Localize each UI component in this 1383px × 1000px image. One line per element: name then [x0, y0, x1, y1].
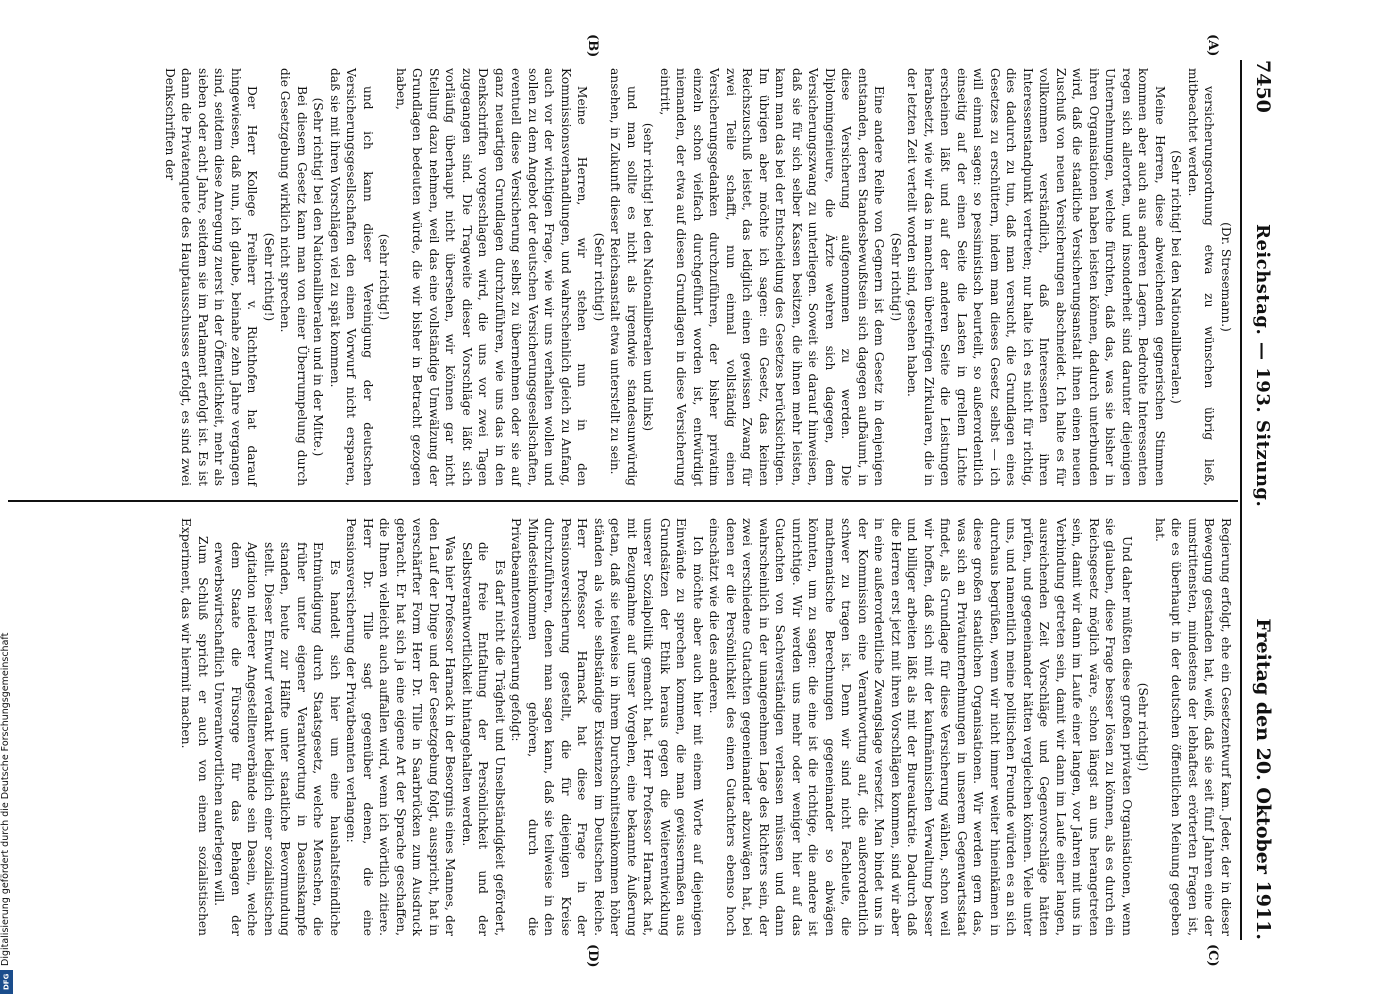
- margin-marker-b: (B): [585, 34, 600, 58]
- paragraph: versicherungsordnung etwa zu wünschen übrig ließ, mitbeachtet werden.: [1186, 68, 1217, 486]
- paragraph: Meine Herren, wir stehen nun in den Kommissionsverhandlungen, und wahrscheinlich gleich zu Anfang, auch vor der wichtigen Frage, wie wir uns verhalten wollen und sollen zu dem Angebot der deutschen Versicherungsgesellschaften, eventuell diese Versicherung selbst zu übernehmen oder sie auf ganz neuartigen Grundlagen durchzuführen, wie uns das in den Denkschriften vorgeschlagen wird, die uns vor zwei Tagen zugegangen sind. Die Tragweite dieser Vorschläge läßt sich vorläufig überhaupt nicht übersehen, wir können gar nicht Stellung dazu nehmen, weil das eine vollständige Umwälzung der Grundlagen bedeuten würde, die wir bisher in Betracht gezogen haben,: [394, 68, 590, 486]
- interjection: (Sehr richtig! bei den Nationalliberalen und in der Mitte.): [311, 97, 326, 457]
- page-body: [0, 34, 1300, 968]
- quotation: Es darf nicht die Trägheit und Unselbständigkeit gefördert, die freie Entfaltung der Persönlichkeit und der Selbstverantwortlichkeit hintangehalten werden.: [460, 542, 507, 936]
- quotation: Es handelt sich hier um eine haushaltsfeindliche Entmündigung durch Staatsgesetz, welche Menschen, die früher unter eigener Verantwortung in Daseinskampfe standen, heute zur Hälfte unter staatliche Bevormundung stellt. Dieser Entwurf verdankt lediglich einer sozialistischen Agitation niederer Angestelltenverbände sein Dasein, welche dem Staate die Fürsorge für das Behagen der erwerbswirtschaftlich Unverantwortlichen auferlegen will.: [212, 542, 342, 936]
- column-divider: [8, 500, 1238, 502]
- credit-text: Digitalisierung gefördert durch die Deutsche Forschungsgemeinschaft: [0, 632, 11, 966]
- paragraph: Eine andere Reihe von Gegnern ist dem Gesetz in denjenigen entstanden, deren Standesbewußtsein sich dagegen aufbäumt, in diese Versicherung aufgenommen zu werden. Die Diplomingenieure, die Ärzte wehren sich dagegen, dem Versicherungszwang zu unterliegen. Soweit sie darauf hinweisen, daß sie für sich selber Kassen besitzen, die ihnen mehr leisten, kann man das bei der Entscheidung des Gesetzes berücksichtigen. Im übrigen aber möchte ich sagen: ein Gesetz, das keinen Reichszuschuß leistet, das lediglich einen gewissen Zwang für zwei Teile schafft, nun einmal vollständig einen Versicherungsgedanken durchzuführen, der bisher privatim einzeln schon vielfach durchgeführt worden ist, entwürdigt niemanden, der etwa auf diesen Grundlagen in diese Versicherung eintritt,: [658, 68, 887, 486]
- paragraph: Ich möchte aber auch hier mit einem Worte auf diejenigen Einwände zu sprechen kommen, die man gewissermaßen aus Grundsätzen der Ethik heraus gegen die Weiterentwicklung unserer Sozialpolitik gemacht hat. Herr Professor Harnack hat, mit Bezugnahme auf unser Vorgehen, eine bekannte Äußerung getan, daß sie teilweise in ihrem Durchschnittseinkommen höher ständen als viele selbständige Existenzen im Deutschen Reiche. Herr Professor Harnack hat diese Frage in der Pensionsversicherung gestellt, die für diejenigen Kreise durchzuführen, denen man sagen kann, daß sie teilweise in den Mindesteinkommen gehören, durch die Privatbeamtenversicherung gefolgt:: [509, 518, 705, 936]
- session-title: Reichstag. — 193. Sitzung.: [1252, 223, 1274, 508]
- session-date: Freitag den 20. Oktober 1911.: [1252, 618, 1274, 940]
- logo-text: DFG: [2, 973, 11, 991]
- dfg-logo: [0, 970, 13, 994]
- paragraph: Bei diesem Gesetz kann man von einer Überrumpelung durch die Gesetzgebung wirklich nicht sprechen.: [278, 68, 309, 486]
- margin-marker-c: (C): [1205, 944, 1220, 967]
- paragraph: Und daher müßten diese großen privaten Organisationen, wenn sie glauben, diese Frage besser lösen zu können, als es durch ein Reichsgesetz möglich wäre, schon längst an uns herangetreten sein, damit wir dann im Laufe einer langen, vor Jahren mit uns in Verbindung getreten sein, damit wir dann im Laufe einer langen, ausreichenden Zeit Vorschläge und Gegenvorschläge hätten prüfen, und gegeneinander hätten vergleichen können. Viele unter uns, und namentlich meine politischen Freunde würden es an sich durchaus begrüßen, wenn wir nicht immer weiter hineinkämen in diese großen staatlichen Organisationen. Wir werden gern das, was sich an Privatunternehmungen in unserem Gegenwartsstaat findet, als Grundlage für diese Versicherung wählen, schon weil wir hoffen, daß sich mit der kaufmännischen Verwaltung besser und billiger arbeiten läßt als mit der Bureaukratie. Dadurch daß die Herren erst jetzt mit ihren Vorschlägen kommen, sind wir aber in eine außerordentliche Zwangslage versetzt. Man bindet uns in der Kommission eine Verantwortung auf, die außerordentlich schwer zu tragen ist. Denn wir sind nicht Fachleute, die mathematische Berechnungen gegeneinander so abwägen könnten, um zu sagen: die eine ist die richtige, die andere ist unrichtige. Wir werden uns mehr oder weniger hier auf das Gutachten von Sachverständigen verlassen müssen und dann wahrscheinlich in der unangenehmen Lage des Richters sein, der zwei verschiedene Gutachten gegeneinander abzuwägen hat, bei denen er die Persönlichkeit des einen Gutachters ebenso hoch einschätzt wie die des anderen.: [707, 518, 1134, 936]
- paragraph: Zum Schluß spricht er auch von einem sozialistischen Experiment, das wir hiermit machen.: [179, 518, 210, 936]
- interjection: (Sehr richtig! bei den Nationalliberalen.): [1169, 150, 1184, 404]
- paragraph: und man sollte es nicht als irgendwie standesunwürdig ansehen, in Zukunft dieser Reichsanstalt etwa unterstellt zu sein.: [608, 68, 639, 486]
- paragraph: Regierung erfolgt, ehe ein Gesetzentwurf kam. Jeder, der in dieser Bewegung gestanden hat, weiß, daß sie seit fünf Jahren eine der umstrittensten, mindestens der lebhaftest erörterten Fragen ist, die es überhaupt in der deutschen öffentlichen Meinung gegeben hat.: [1153, 518, 1233, 936]
- interjection: (sehr richtig!): [377, 233, 392, 321]
- left-column: [162, 68, 1235, 486]
- speaker-name: (Dr. Stresemann.): [1219, 222, 1233, 332]
- digitization-credit: [1, 6, 13, 966]
- paragraph: Was hier Professor Harnack in der Besorgnis eines Mannes, der den Lauf der Dinge und der Gesetzgebung folgt, ausspricht, hat in verschärfter Form Herr Dr. Tille in Saarbrücken zum Ausdruck gebracht. Er hat sich ja eine eigene Art der Sprache geschaffen, die Ihnen vielleicht auch auffallen wird, wenn ich wörtlich zitiere. Herr Dr. Tille sagt gegenüber denen, die eine Pensionsversicherung der Privatbeamten verlangen:: [344, 518, 458, 936]
- paragraph: Der Herr Kollege Freiherr v. Richthofen hat darauf hingewiesen, daß nun, ich glaube, beinahe zehn Jahre vergangen sind, seitdem diese Anregung zuerst in der Öffentlichkeit, mehr als sieben oder acht Jahre, seitdem sie im Parlament erfolgt ist. Es ist dann die Privatenquete des Hauptausschusses erfolgt, es sind zwei Denkschriften der: [163, 68, 260, 486]
- margin-marker-d: (D): [585, 944, 600, 968]
- page-header: [1248, 60, 1278, 940]
- margin-marker-a: (A): [1205, 34, 1220, 57]
- header-rule: [1240, 60, 1242, 940]
- interjection: (sehr richtig! bei den Nationalliberalen und links): [641, 122, 656, 432]
- interjection: (Sehr richtig!): [592, 232, 606, 322]
- paragraph: Meine Herren, diese abweichenden gegnerischen Stimmen kommen aber auch aus anderen Lagern. Bedrohte Interessenten regen sich allerorten, und insonderheit sind darunter diejenigen Unternehmungen, welche fürchten, daß das, was sie bisher in ihren Organisationen haben leisten können, dadurch unterbunden wird, daß die staatliche Versicherungsanstalt ihnen einen neuen Zuschuß von neuen Versicherungen abschneidet. Ich halte es für vollkommen verständlich, daß Interessenten ihren Interessenstandpunkt vertreten; nur halte ich es nicht für richtig, dies dadurch zu tun, daß man versucht, die Grundlagen eines Gesetzes zu erschüttern, indem man dieses Gesetz selbst — ich will einmal sagen: so pessimistisch beurteilt, so außerordentlich einseitig auf der einen Seite die Lasten in grellem Lichte erscheinen läßt und auf der anderen Seite die Leistungen herabsetzt, wie wir das in manchen übereifrigen Zirkularen, die in der letzten Zeit verteilt worden sind, gesehen haben.: [905, 68, 1167, 486]
- interjection: (Sehr richtig!): [889, 232, 903, 322]
- right-column: [178, 518, 1234, 936]
- page-number: 7450: [1252, 60, 1274, 113]
- paragraph: und ich kann dieser Vereinigung der deutschen Versicherungsgesellschaften den einen Vorwurf nicht ersparen, daß sie mit ihren Vorschlägen viel zu spät kommen.: [328, 68, 375, 486]
- interjection: (Sehr richtig!): [1136, 682, 1151, 772]
- interjection: (Sehr richtig!): [262, 232, 276, 322]
